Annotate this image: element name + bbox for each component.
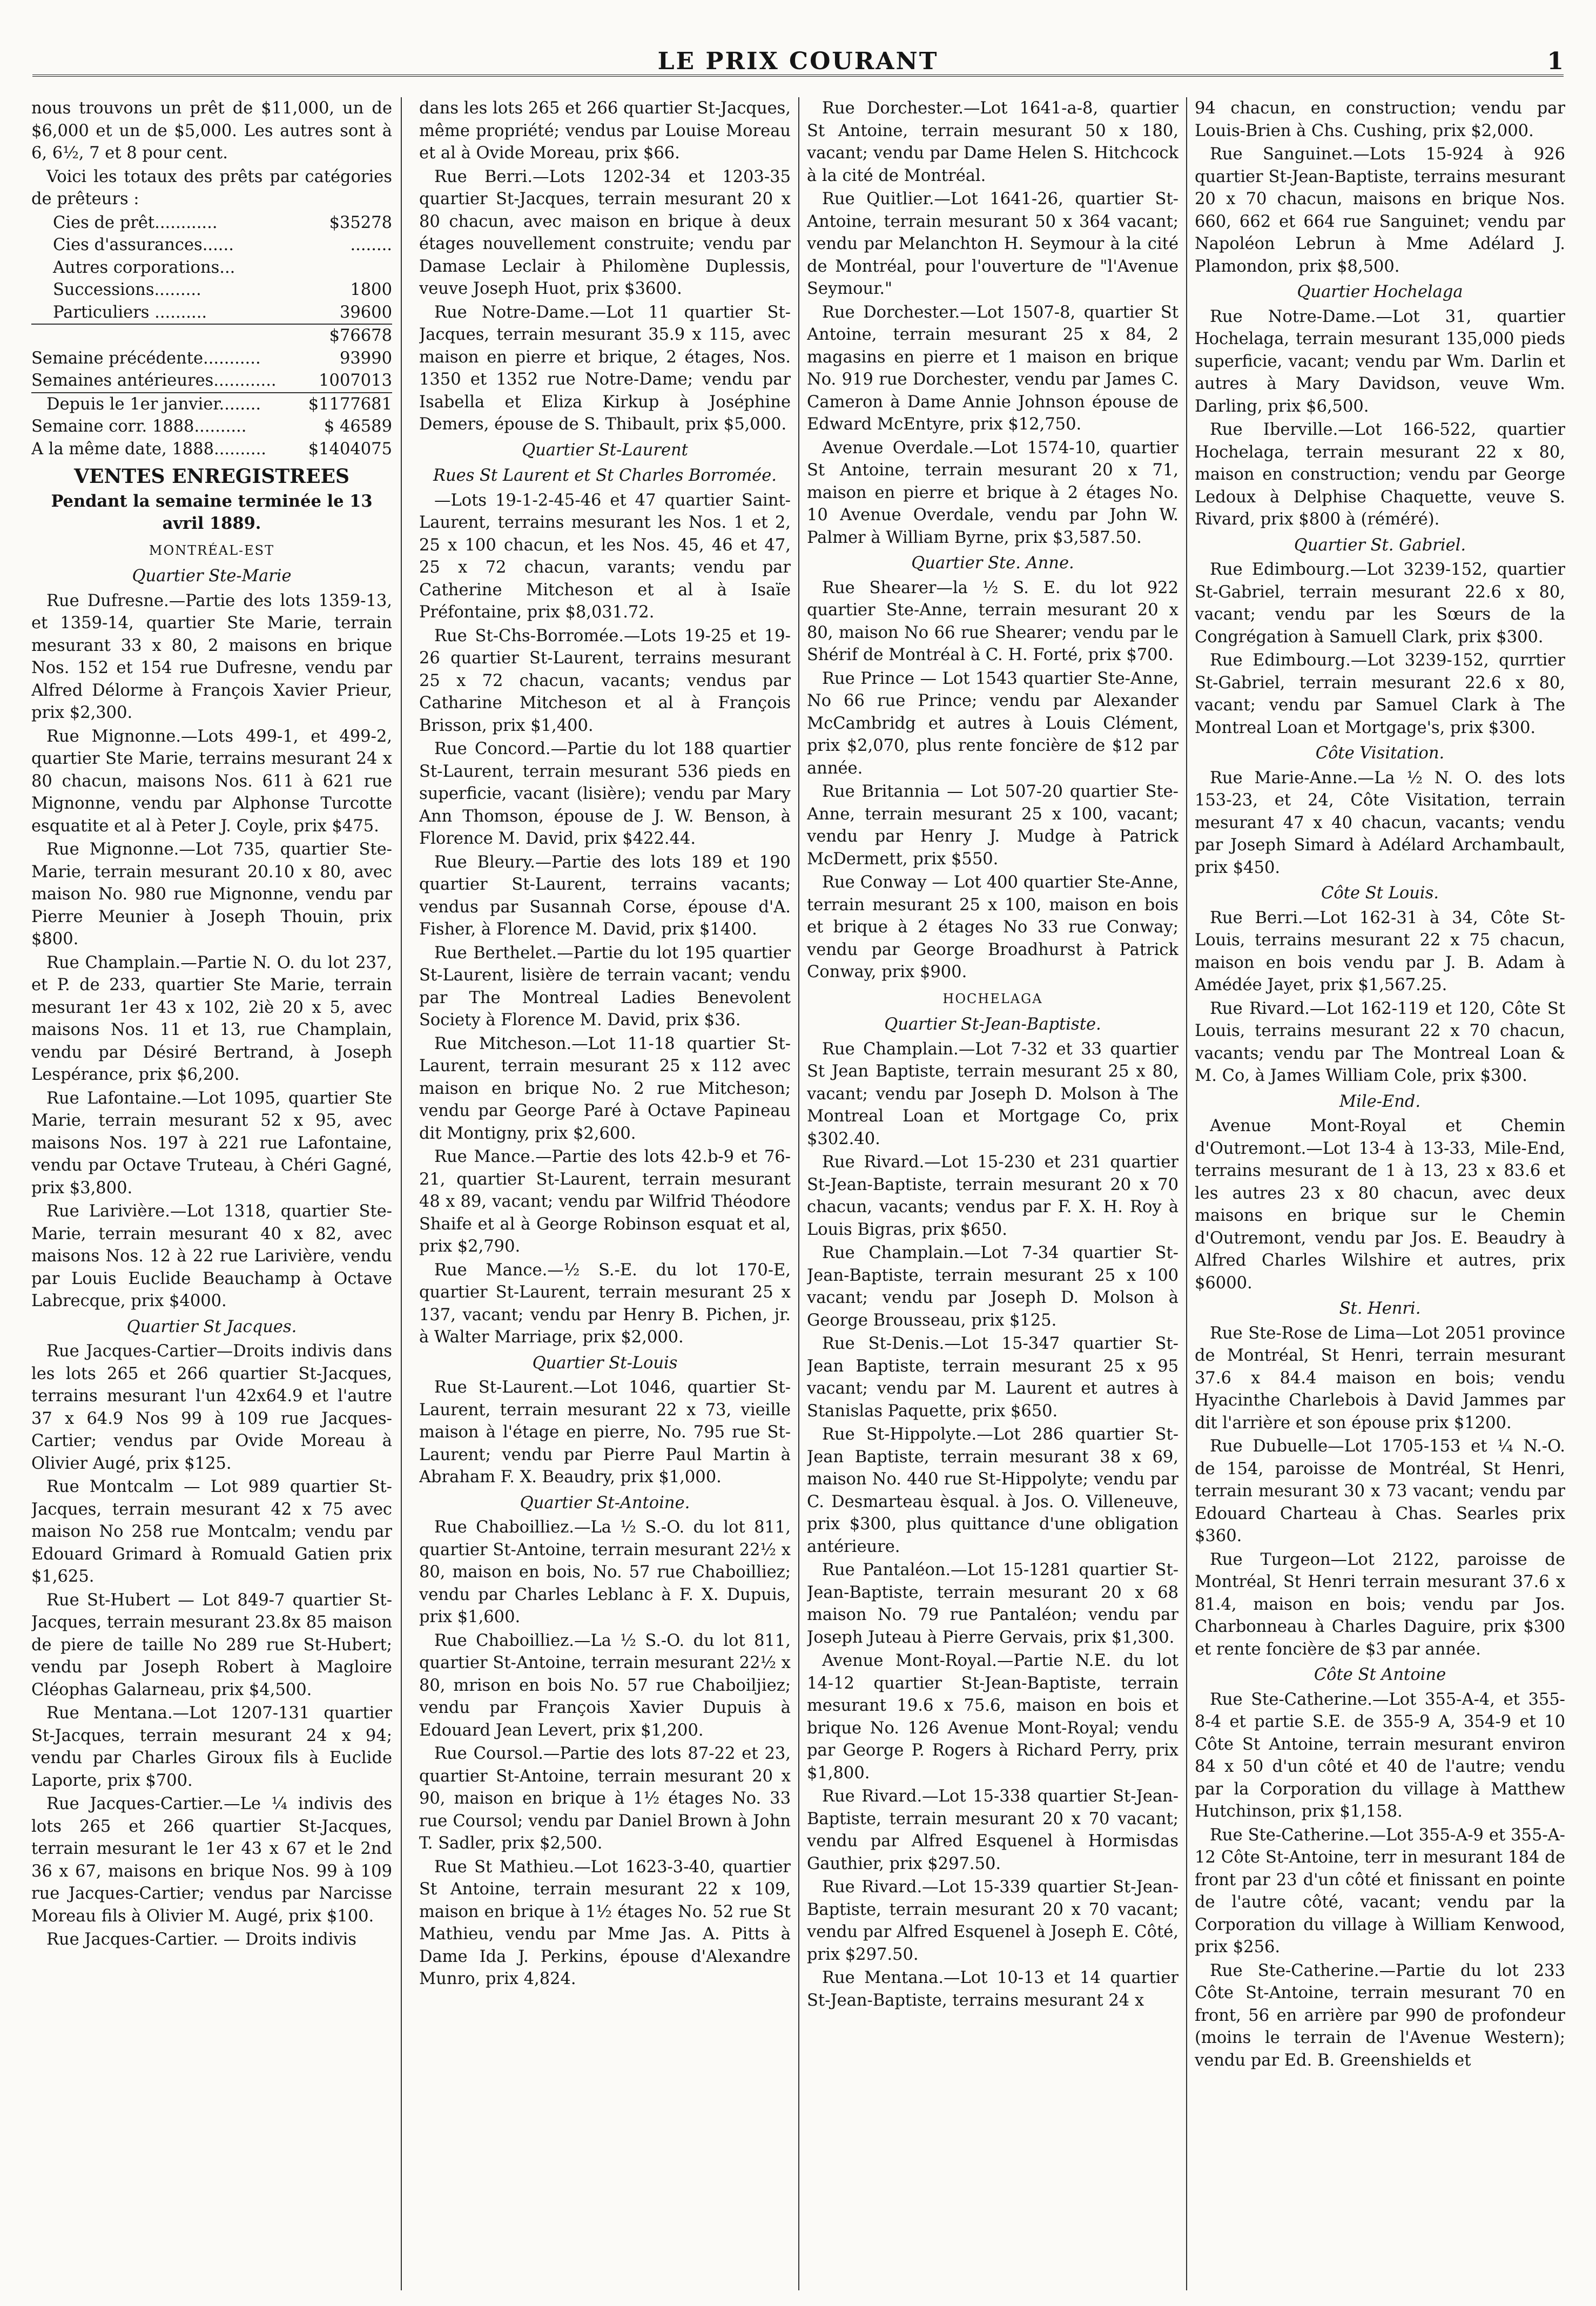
column-1: [31, 97, 392, 2290]
paragraph: Rue Jacques-Cartier.—Le ¼ indivis des lots 265 et 266 quartier St-Jacques, terrain mesurant le 1er 43 x 67 et le 2nd 36 x 67, maisons en brique Nos. 99 à 109 rue Jacques-Cartier; vendus par Narcisse Moreau fils à Olivier M. Augé, prix $100.: [31, 1794, 392, 1926]
paragraph: Rue Bleury.—Partie des lots 189 et 190 quartier St-Laurent, terrains vacants; vendus par Susannah Corse, épouse d'A. Fisher, à Florence M. David, prix $1400.: [419, 852, 791, 939]
paragraph: Avenue Mont-Royal.—Partie N.E. du lot 14-12 quartier St-Jean-Baptiste, terrain mesurant 19.6 x 75.6, maison en bois et brique No. 126 Avenue Mont-Royal; vendu par George P. Rogers à Richard Perry, prix $1,800.: [807, 1651, 1179, 1783]
paragraph: nous trouvons un prêt de $11,000, un de $6,000 et un de $5,000. Les autres sont à 6, 6½, 7 et 8 pour cent.: [31, 99, 392, 163]
paragraph: Rue Edimbourg.—Lot 3239-152, quartier St-Gabriel, terrain mesurant 22.6 x 80, vacant; vendu par les Sœurs de la Congrégation à Samuell Clark, prix $300.: [1195, 560, 1565, 647]
quarter-heading: Mile-End.: [1339, 1092, 1421, 1111]
paragraph: Avenue Overdale.—Lot 1574-10, quartier St Antoine, terrain mesurant 20 x 71, maison en pierre et brique à 2 étages No. 10 Avenue Overdale, vendu par John W. Palmer à William Byrne, prix $3,587.50.: [807, 438, 1179, 547]
paragraph: Rue Mance.—Partie des lots 42.b-9 et 76-21, quartier St-Laurent, terrain mesurant 48 x 89, vacant; vendu par Wilfrid Théodore Shaife et al à George Robinson esquat et al, prix $2,790.: [419, 1147, 791, 1256]
column-2: [419, 97, 791, 2290]
district-heading: HOCHELAGA: [942, 991, 1043, 1006]
paragraph: Rue Rivard.—Lot 15-230 et 231 quartier St-Jean-Baptiste, terrain mesurant 20 x 70 chacun, vacants; vendus par F. X. H. Roy à Louis Bigras, prix $650.: [807, 1153, 1179, 1239]
page-header: [32, 48, 1564, 77]
paragraph: Rue Mitcheson.—Lot 11-18 quartier St-Laurent, terrain mesurant 25 x 112 avec maison en brique No. 2 rue Mitcheson; vendu par George Paré à Octave Papineau dit Montigny, prix $2,600.: [419, 1034, 791, 1143]
paragraph: Rue Berri.—Lot 162-31 à 34, Côte St-Louis, terrains mesurant 22 x 75 chacun, maison en bois vendu par J. B. Adam à Amédée Jayet, prix $1,567.25.: [1195, 908, 1565, 994]
paragraph: Rue Prince — Lot 1543 quartier Ste-Anne, No 66 rue Prince; vendu par Alexander McCambridg et autres à Louis Clément, prix $2,070, plus rente foncière de $12 par année.: [807, 669, 1179, 778]
street-heading: Rues St Laurent et St Charles Borromée.: [433, 466, 777, 485]
column-rule: [798, 97, 799, 2290]
table-row: A la même date, 1888.......... $1404075: [31, 439, 392, 459]
paragraph: Rue Britannia — Lot 507-20 quartier Ste-Anne, terrain mesurant 25 x 100, vacant; vendu par Henry J. Mudge à Patrick McDermett, prix $550.: [807, 782, 1179, 869]
quarter-heading: Côte St Louis.: [1321, 884, 1439, 903]
column-4: [1195, 97, 1565, 2290]
paragraph: Rue Dorchester.—Lot 1641-a-8, quartier St Antoine, terrain mesurant 50 x 180, vacant; vendu par Dame Helen S. Hitchcock à la cité de Montréal.: [807, 99, 1179, 185]
district-heading: MONTRÉAL-EST: [149, 542, 275, 558]
paragraph: Rue Dubuelle—Lot 1705-153 et ¼ N.-O. de 154, paroisse de Montréal, St Henri, terrain mesurant 30 x 73 vacant; vendu par Edouard Charteau à Chas. Searles prix $360.: [1195, 1437, 1565, 1545]
column-rule: [1186, 97, 1187, 2290]
table-row: Depuis le 1er janvier........ $1177681: [31, 393, 392, 416]
paragraph: Avenue Mont-Royal et Chemin d'Outremont.—Lot 13-4 à 13-33, Mile-End, terrains mesurant de 1 à 13, 23 x 83.6 et les autres 23 x 80 chacun, avec deux maisons en brique sur le Chemin d'Outremont, vendu par Jos. E. Beaudry à Alfred Charles Wilshire et autres, prix $6000.: [1195, 1117, 1565, 1293]
table-row: Successions......... 1800: [53, 280, 392, 299]
paragraph: Rue Berri.—Lots 1202-34 et 1203-35 quartier St-Jacques, terrain mesurant 20 x 80 chacun, avec maison en brique à deux étages nouvellement construite; vendu par Damase Leclair à Philomène Duplessis, veuve Joseph Huot, prix $3600.: [419, 167, 791, 298]
column-3: [807, 97, 1179, 2290]
quarter-heading: Quartier St-Antoine.: [520, 1493, 690, 1512]
paragraph: Rue Edimbourg.—Lot 3239-152, qurrtier St-Gabriel, terrain mesurant 22.6 x 80, vacant; vendu par Samuel Clark à The Montreal Loan et Mortgage's, prix $300.: [1195, 651, 1565, 737]
paragraph: Rue Dufresne.—Partie des lots 1359-13, et 1359-14, quartier Ste Marie, terrain mesurant 33 x 80, 2 maisons en brique Nos. 152 et 154 rue Dufresne, vendu par Alfred Délorme à François Xavier Prieur, prix $2,300.: [31, 591, 392, 722]
paragraph: Rue St-Laurent.—Lot 1046, quartier St-Laurent, terrain mesurant 22 x 73, vieille maison à l'étage en pierre, No. 795 rue St-Laurent; vendu par Pierre Paul Martin à Abraham F. X. Beaudry, prix $1,000.: [419, 1378, 791, 1487]
quarter-heading: Quartier Ste-Marie: [132, 567, 292, 586]
quarter-heading: Quartier St-Louis: [532, 1353, 678, 1373]
paragraph: Rue Shearer—la ½ S. E. du lot 922 quartier Ste-Anne, terrain mesurant 20 x 80, maison No 66 rue Shearer; vendu par le Shérif de Montréal à C. H. Forté, prix $700.: [807, 578, 1179, 664]
loans-table: [31, 212, 392, 461]
paragraph: Rue St Mathieu.—Lot 1623-3-40, quartier St Antoine, terrain mesurant 22 x 109, maison en brique à 1½ étages No. 52 rue St Mathieu, vendu par Mme Jas. A. Pitts à Dame Ida J. Perkins, épouse d'Alexandre Munro, prix 4,824.: [419, 1857, 791, 1988]
paragraph: Rue Sanguinet.—Lots 15-924 à 926 quartier St-Jean-Baptiste, terrains mesurant 20 x 70 chacun, maisons en brique Nos. 660, 662 et 664 rue Sanguinet; vendu par Napoléon Lebrun à Mme Adélard J. Plamondon, prix $8,500.: [1195, 145, 1565, 276]
table-row: Semaine corr. 1888.......... $ 46589: [31, 417, 392, 436]
section-subtitle: Pendant la semaine terminée le 13 avril 1889.: [51, 491, 373, 533]
paragraph: Rue Montcalm — Lot 989 quartier St-Jacques, terrain mesurant 42 x 75 avec maison No 258 rue Montcalm; vendu par Edouard Grimard à Romuald Gatien prix $1,625.: [31, 1477, 392, 1586]
quarter-heading: Quartier St-Laurent: [522, 440, 688, 460]
paragraph: Rue Champlain.—Lot 7-32 et 33 quartier St Jean Baptiste, terrain mesurant 25 x 80, vacant; vendu par Joseph D. Molson à The Montreal Loan et Mortgage Co, prix $302.40.: [807, 1039, 1179, 1148]
paragraph: Rue Conway — Lot 400 quartier Ste-Anne, terrain mesurant 25 x 100, maison en bois et brique à 2 étages No 33 rue Conway; vendu par George Broadhurst à Patrick Conway, prix $900.: [807, 873, 1179, 981]
table-row: Semaines antérieures............ 1007013: [31, 371, 392, 390]
paragraph: Rue Mignonne.—Lots 499-1, et 499-2, quartier Ste Marie, terrains mesurant 24 x 80 chacun, maisons Nos. 611 à 621 rue Mignonne, vendu par Alphonse Turcotte esquatite et al à Peter J. Coyle, prix $475.: [31, 727, 392, 836]
table-row: Cies de prêt............ $35278: [53, 213, 392, 232]
table-row: Autres corporations...: [53, 258, 235, 277]
paragraph: —Lots 19-1-2-45-46 et 47 quartier Saint-Laurent, terrains mesurant les Nos. 1 et 2, 25 x 100 chacun, et les Nos. 45, 46 et 47, 25 x 72 chacun, varants; vendu par Catherine Mitcheson et al à Isaïe Préfontaine, prix $8,031.72.: [419, 490, 791, 622]
paragraph: Rue Coursol.—Partie des lots 87-22 et 23, quartier St-Antoine, terrain mesurant 20 x 90, maison en brique à 1½ étages No. 33 rue Coursol; vendu par Daniel Brown à John T. Sadler, prix $2,500.: [419, 1744, 791, 1853]
paragraph: Rue Turgeon—Lot 2122, paroisse de Montréal, St Henri terrain mesurant 37.6 x 81.4, maison en bois; vendu par Jos. Charbonneau à Charles Daguire, prix $300 et rente foncière de $3 par année.: [1195, 1550, 1565, 1659]
paragraph: Rue Ste-Catherine.—Lot 355-A-4, et 355-8-4 et partie S.E. de 355-9 A, 354-9 et 10 Côte St Antoine, terrain mesurant environ 84 x 50 d'un côté et 40 de l'autre; vendu par la Corporation du village à Matthew Hutchinson, prix $1,158.: [1195, 1690, 1565, 1821]
quarter-heading: Quartier St Jacques.: [126, 1317, 297, 1336]
paragraph: Rue Larivière.—Lot 1318, quartier Ste-Marie, terrain mesurant 40 x 82, avec maisons Nos. 12 à 22 rue Larivière, vendu par Louis Euclide Beauchamp à Octave Labrecque, prix $4000.: [31, 1202, 392, 1310]
quarter-heading: Côte Visitation.: [1315, 744, 1445, 763]
paragraph: Rue Champlain.—Lot 7-34 quartier St-Jean-Baptiste, terrain mesurant 25 x 100 vacant; vendu par Joseph D. Molson à George Brousseau, prix $125.: [807, 1243, 1179, 1330]
paragraph: Rue Ste-Rose de Lima—Lot 2051 province de Montréal, St Henri, terrain mesurant 37.6 x 84.4 maison en bois; vendu Hyacinthe Charlebois à David Jammes par dit l'arrière et son épouse prix $1200.: [1195, 1323, 1565, 1433]
page-number: 1: [1547, 48, 1564, 75]
paragraph: Rue Pantaléon.—Lot 15-1281 quartier St-Jean-Baptiste, terrain mesurant 20 x 68 maison No. 79 rue Pantaléon; vendu par Joseph Juteau à Pierre Gervais, prix $1,300.: [807, 1561, 1179, 1647]
paragraph: Rue St-Chs-Borromée.—Lots 19-25 et 19-26 quartier St-Laurent, terrains mesurant 25 x 72 chacun, vacants; vendus par Catharine Mitcheson et al à François Brisson, prix $1,400.: [419, 626, 791, 735]
quarter-heading: Quartier St-Jean-Baptiste.: [884, 1015, 1101, 1034]
paragraph: Rue Mentana.—Lot 10-13 et 14 quartier St-Jean-Baptiste, terrains mesurant 24 x: [807, 1968, 1179, 2010]
paragraph: Rue Mignonne.—Lot 735, quartier Ste-Marie, terrain mesurant 20.10 x 80, avec maison No. 980 rue Mignonne, vendu par Pierre Meunier à Joseph Thouin, prix $800.: [31, 840, 392, 949]
paragraph: Rue Jacques-Cartier—Droits indivis dans les lots 265 et 266 quartier St-Jacques, terrains mesurant l'un 42x64.9 et l'autre 37 x 64.9 Nos 99 à 109 rue Jacques-Cartier; vendus par Ovide Moreau à Olivier Augé, prix $125.: [31, 1342, 392, 1473]
paragraph: Rue Chaboilliez.—La ½ S.-O. du lot 811, quartier St-Antoine, terrain mesurant 22½ x 80, maison en bois, No. 57 rue Chaboilliez; vendu par Charles Leblanc à F. X. Dupuis, prix $1,600.: [419, 1518, 791, 1626]
paragraph: dans les lots 265 et 266 quartier St-Jacques, même propriété; vendus par Louise Moreau et al à Ovide Moreau, prix $66.: [419, 99, 791, 163]
paragraph: Rue Rivard.—Lot 15-338 quartier St-Jean-Baptiste, terrain mesurant 20 x 70 vacant; vendu par Alfred Esquenel à Hormisdas Gauthier, prix $297.50.: [807, 1787, 1179, 1873]
paragraph: Rue Berthelet.—Partie du lot 195 quartier St-Laurent, lisière de terrain vacant; vendu par The Montreal Ladies Benevolent Society à Florence M. David, prix $36.: [419, 943, 791, 1030]
table-row: Semaine précédente........... 93990: [31, 348, 392, 368]
paragraph: Rue Notre-Dame.—Lot 31, quartier Hochelaga, terrain mesurant 135,000 pieds superficie, vacant; vendu par Wm. Darlin et autres à Mary Davidson, veuve Wm. Darling, prix $6,500.: [1195, 307, 1565, 416]
paragraph: Rue St-Hippolyte.—Lot 286 quartier St-Jean Baptiste, terrain mesurant 38 x 69, maison No. 440 rue St-Hippolyte; vendu par C. Desmarteau èsqual. à Jos. O. Villeneuve, prix $300, plus quittance d'une obligation antérieure.: [807, 1425, 1179, 1556]
quarter-heading: Quartier Hochelaga: [1297, 283, 1463, 301]
table-row: Cies d'assurances...... ........: [53, 236, 392, 254]
paragraph: Rue St-Hubert — Lot 849-7 quartier St-Jacques, terrain mesurant 23.8x 85 maison de piere de taille No 289 rue St-Hubert; vendu par Joseph Robert à Magloire Cléophas Galarneau, prix $4,500.: [31, 1590, 392, 1699]
paragraph: Rue Mentana.—Lot 1207-131 quartier St-Jacques, terrain mesurant 24 x 94; vendu par Charles Giroux fils à Euclide Laporte, prix $700.: [31, 1704, 392, 1790]
paragraph: Rue Concord.—Partie du lot 188 quartier St-Laurent, terrain mesurant 536 pieds en superficie, vacant (lisière); vendu par Mary Ann Thomson, épouse de J. W. Benson, à Florence M. David, prix $422.44.: [419, 739, 791, 848]
paragraph: Rue Ste-Catherine.—Lot 355-A-9 et 355-A-12 Côte St-Antoine, terr in mesurant 184 de front par 23 d'un côté et finissant en pointe de l'autre côté, vacant; vendu par la Corporation du village à William Kenwood, prix $256.: [1195, 1825, 1565, 1957]
paragraph: Rue Rivard.—Lot 162-119 et 120, Côte St Louis, terrains mesurant 22 x 70 chacun, vacants; vendu par The Montreal Loan & M. Co, à James William Cole, prix $300.: [1195, 999, 1565, 1085]
paragraph: Rue Notre-Dame.—Lot 11 quartier St-Jacques, terrain mesurant 35.9 x 115, avec maison en pierre et brique, 2 étages, Nos. 1350 et 1352 rue Notre-Dame; vendu par Isabella et Eliza Kirkup à Joséphine Demers, épouse de S. Thibault, prix $5,000.: [419, 302, 791, 434]
quarter-heading: Côte St Antoine: [1314, 1665, 1446, 1684]
paragraph: Voici les totaux des prêts par catégories de prêteurs :: [31, 167, 392, 209]
paragraph: Rue Lafontaine.—Lot 1095, quartier Ste Marie, terrain mesurant 52 x 95, avec maisons Nos. 197 à 221 rue Lafontaine, vendu par Octave Truteau, à Chéri Gagné, prix $3,800.: [31, 1088, 392, 1198]
paragraph: Rue Chaboilliez.—La ½ S.-O. du lot 811, quartier St-Antoine, terrain mesurant 22½ x 80, mrison en bois No. 57 rue Chaboiljiez; vendu par François Xavier Dupuis à Edouard Jean Levert, prix $1,200.: [419, 1631, 791, 1740]
paragraph: Rue Champlain.—Partie N. O. du lot 237, et P. de 233, quartier Ste Marie, terrain mesurant 1er 43 x 102, 2iè 20 x 5, avec maisons Nos. 11 et 13, rue Champlain, vendu par Désiré Bertrand, à Joseph Lespérance, prix $6,200.: [31, 953, 392, 1084]
paragraph: Rue St-Denis.—Lot 15-347 quartier St-Jean Baptiste, terrain mesurant 25 x 95 vacant; vendu par M. Laurent et autres à Stanislas Paquette, prix $650.: [807, 1334, 1179, 1421]
column-rule: [401, 97, 402, 2290]
paragraph: Rue Mance.—½ S.-E. du lot 170-E, quartier St-Laurent, terrain mesurant 25 x 137, vacant; vendu par Henry B. Pichen, jr. à Walter Marriage, prix $2,000.: [419, 1260, 791, 1347]
quarter-heading: Quartier Ste. Anne.: [911, 554, 1074, 573]
table-row: $76678: [31, 324, 392, 347]
quarter-heading: St. Henri.: [1339, 1299, 1421, 1318]
table-row: Particuliers .......... 39600: [53, 302, 392, 322]
paragraph: Rue Jacques-Cartier. — Droits indivis: [46, 1930, 357, 1949]
paragraph: Rue Iberville.—Lot 166-522, quartier Hochelaga, terrain mesurant 22 x 80, maison en construction; vendu par George Ledoux à Delphise Chaquette, veuve S. Rivard, prix $800 à (réméré).: [1195, 420, 1565, 529]
quarter-heading: Quartier St. Gabriel.: [1294, 535, 1466, 555]
paragraph: Rue Ste-Catherine.—Partie du lot 233 Côte St-Antoine, terrain mesurant 70 en front, 56 en arrière par 990 de profondeur (moins le terrain de l'Avenue Western); vendu par Ed. B. Greenshields et: [1195, 1961, 1565, 2070]
paragraph: Rue Quitlier.—Lot 1641-26, quartier St-Antoine, terrain mesurant 50 x 364 vacant; vendu par Melanchton H. Seymour à la cité de Montréal, pour l'ouverture de "l'Avenue Seymour.": [807, 190, 1179, 298]
paragraph: Rue Dorchester.—Lot 1507-8, quartier St Antoine, terrain mesurant 25 x 84, 2 magasins en pierre et 1 maison en brique No. 919 rue Dorchester, vendu par James C. Cameron à Dame Annie Johnson épouse de Edward McEntyre, prix $12,750.: [807, 302, 1179, 434]
paragraph: 94 chacun, en construction; vendu par Louis-Brien à Chs. Cushing, prix $2,000.: [1195, 99, 1565, 140]
newspaper-title: LE PRIX COURANT: [657, 48, 939, 75]
section-title: VENTES ENREGISTREES: [74, 465, 349, 488]
paragraph: Rue Rivard.—Lot 15-339 quartier St-Jean-Baptiste, terrain mesurant 20 x 70 vacant; vendu par Alfred Esquenel à Joseph E. Côté, prix $297.50.: [807, 1878, 1179, 1964]
paragraph: Rue Marie-Anne.—La ½ N. O. des lots 153-23, et 24, Côte Visitation, terrain mesurant 47 x 40 chacun, vacants; vendu par Joseph Simard à Adélard Archambault, prix $450.: [1195, 768, 1565, 877]
